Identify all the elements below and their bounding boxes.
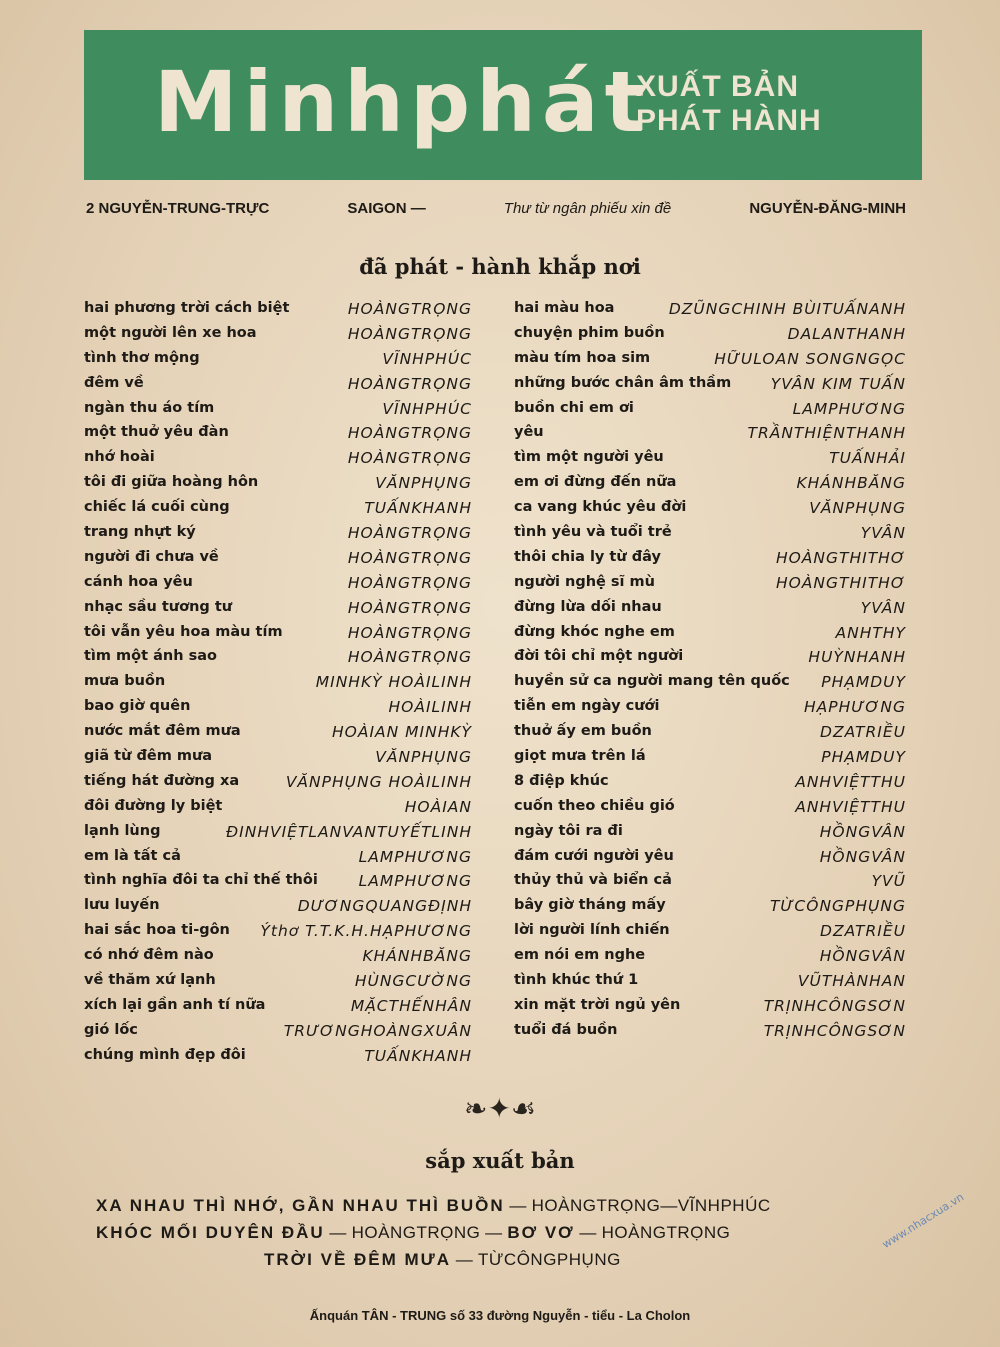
song-entry [84,400,472,425]
song-author: HOÀNGTRỌNG [347,300,472,318]
song-entry [514,300,906,325]
song-entry [84,748,472,773]
brand-logo: Minhphát [154,53,651,151]
publisher-banner [84,30,922,180]
song-entry [514,574,906,599]
song-author: MẶCTHẾNHÂN [350,996,472,1015]
song-author: TRẦNTHIỆNTHANH [747,424,906,443]
address-owner: NGUYỄN-ĐĂNG-MINH [749,200,906,217]
song-title: chúng mình đẹp đôi [84,1046,246,1063]
published-heading: đã phát - hành khắp nơi [359,254,641,279]
song-entry [84,499,472,524]
song-entry [84,848,472,873]
upcoming-separator: — [329,1223,347,1242]
song-entry [84,449,472,474]
upcoming-list [96,1192,876,1273]
publisher-tagline [636,70,822,138]
song-author: YVÂN [860,598,906,617]
song-entry [84,300,472,325]
song-entry [84,997,472,1022]
song-entry [514,325,906,350]
song-title: nước mắt đêm mưa [84,723,241,740]
song-author: TUẤNKHANH [364,1046,472,1065]
song-entry [84,350,472,375]
song-title: gió lốc [84,1021,138,1038]
song-title: xích lại gần anh tí nữa [84,996,266,1013]
song-author: HOÀNGTRỌNG [347,648,472,667]
song-entry [84,723,472,748]
song-author: YVŨ [871,872,906,891]
song-entry [514,773,906,798]
song-author: HOÀNGTRỌNG [347,548,472,567]
song-title: hai phương trời cách biệt [84,300,290,316]
song-title: tiếng hát đường xa [84,772,240,789]
song-entry [84,698,472,723]
song-author: DZATRIỀU [820,723,906,742]
song-title: đời tôi chỉ một người [514,648,684,665]
song-title: đám cưới người yêu [514,847,674,864]
song-title: người đi chưa về [84,548,219,565]
upcoming-line-1 [96,1192,876,1219]
song-author: ANHTHY [835,623,906,642]
song-title: cánh hoa yêu [84,573,193,590]
song-author: ANHVIỆTTHU [795,772,906,791]
song-title: người nghệ sĩ mù [514,573,655,590]
song-author: TRỊNHCÔNGSƠN [763,996,906,1015]
song-entry [514,524,906,549]
upcoming-separator: — [579,1223,597,1242]
song-title: đôi đường ly biệt [84,797,223,814]
song-title: ngày tôi ra đi [514,822,623,839]
song-entry [514,375,906,400]
song-author: TUẤNKHANH [364,499,472,518]
song-author: MINHKỲ HOÀILINH [315,673,472,692]
song-author: HOÀILINH [388,698,472,717]
printer-credit: Ấnquán TÂN - TRUNG số 33 đường Nguyễn - tiểu - La Cholon [309,1308,691,1323]
song-author: Ýthơ T.T.K.H.HẠPHƯƠNG [260,922,472,941]
song-author: HOÀNGTRỌNG [347,374,472,393]
song-entry [514,599,906,624]
song-author: YVÂN KIM TUẤN [770,374,906,393]
song-entry [514,972,906,997]
address-street: 2 NGUYỄN-TRUNG-TRỰC [86,200,270,217]
song-title: em nói em nghe [514,947,646,964]
song-title: hai màu hoa [514,300,615,316]
song-entry [84,947,472,972]
song-title: thôi chia ly từ đây [514,548,661,565]
song-entry [514,848,906,873]
song-title: tôi đi giữa hoàng hôn [84,474,259,491]
song-author: HỒNGVÂN [819,822,906,841]
song-title: có nhớ đêm nào [84,947,214,964]
song-entry [84,524,472,549]
song-title: về thăm xứ lạnh [84,972,216,989]
song-title: tiễn em ngày cưới [514,698,660,715]
song-author: TUẤNHẢI [829,449,906,468]
song-author: DZŨNGCHINH BÙITUẤNANH [668,300,906,318]
song-title: buồn chi em ơi [514,399,634,416]
song-entry [84,798,472,823]
song-author: HỮULOAN SONGNGỌC [714,349,906,368]
song-author: TỪCÔNGPHỤNG [769,897,906,916]
song-entry [514,350,906,375]
song-entry [84,823,472,848]
song-entry [514,698,906,723]
song-author: ĐINHVIỆTLANVANTUYẾTLINH [226,822,472,841]
song-title: ngàn thu áo tím [84,399,215,416]
song-title: lưu luyến [84,897,160,914]
song-title: thuở ấy em buồn [514,723,652,740]
address-line [86,200,906,217]
song-author: HOÀNGTRỌNG [347,324,472,343]
upcoming-line-2 [96,1219,876,1246]
song-author: HOÀIAN MINHKỲ [332,723,472,742]
song-author: VĨNHPHÚC [382,349,472,368]
song-title: tuổi đá buồn [514,1021,618,1038]
song-entry [84,1022,472,1047]
song-author: HOÀNGTRỌNG [347,598,472,617]
song-entry [514,499,906,524]
address-city: SAIGON — [347,200,426,217]
song-title: những bước chân âm thầm [514,374,732,391]
song-title: chiếc lá cuối cùng [84,499,230,516]
song-author: HUỲNHANH [808,648,906,667]
song-entry [514,723,906,748]
song-author: PHẠMDUY [821,748,906,767]
song-author: VĂNPHỤNG [375,748,472,767]
song-entry [514,474,906,499]
song-author: HOÀNGTRỌNG [347,524,472,543]
song-title: đêm về [84,374,144,391]
song-title: đừng khóc nghe em [514,623,675,640]
song-entry [84,549,472,574]
song-entry [514,922,906,947]
song-entry [514,872,906,897]
song-author: VĂNPHỤNG HOÀILINH [285,772,472,791]
song-author: TRƯƠNGHOÀNGXUÂN [283,1021,472,1040]
song-author: HỒNGVÂN [819,847,906,866]
song-title: tìm một người yêu [514,449,664,466]
upcoming-separator: — [485,1223,503,1242]
song-entry [514,424,906,449]
song-title: ca vang khúc yêu đời [514,499,687,516]
song-entry [514,449,906,474]
song-title: 8 điệp khúc [514,772,609,789]
song-entry [84,872,472,897]
song-author: TRỊNHCÔNGSƠN [763,1021,906,1040]
song-title: nhớ hoài [84,449,155,466]
song-entry [84,972,472,997]
song-entry [514,1022,906,1047]
song-title: bây giờ tháng mấy [514,897,666,914]
upcoming-separator: — [509,1196,527,1215]
song-author: LAMPHƯƠNG [358,847,472,866]
song-entry [84,375,472,400]
song-entry [84,673,472,698]
song-list-left [84,300,472,1072]
song-title: mưa buồn [84,673,166,690]
song-entry [514,624,906,649]
song-title: yêu [514,424,544,441]
song-title: lời người lính chiến [514,922,670,939]
watermark: www.nhacxua.vn [880,1190,967,1252]
song-entry [84,474,472,499]
song-entry [514,947,906,972]
song-author: DALANTHANH [787,324,906,343]
song-entry [84,897,472,922]
upcoming-author: HOÀNGTRỌNG—VĨNHPHÚC [531,1196,771,1215]
song-entry [514,748,906,773]
upcoming-title: TRỜI VỀ ĐÊM MƯA [264,1250,452,1269]
upcoming-title: BƠ VƠ [507,1223,575,1242]
song-title: đừng lừa dối nhau [514,598,662,615]
song-title: một thuở yêu đàn [84,424,229,441]
song-title: nhạc sầu tương tư [84,598,233,615]
song-title: tình yêu và tuổi trẻ [514,524,672,541]
song-author: HÙNGCƯỜNG [354,972,472,991]
song-author: KHÁNHBĂNG [796,474,906,493]
song-title: em là tất cả [84,847,181,864]
song-author: LAMPHƯƠNG [792,399,906,418]
tagline-line-2: PHÁT HÀNH [636,104,822,137]
song-author: HOÀNGTRỌNG [347,573,472,592]
song-author: HOÀNGTHITHƠ [775,573,906,592]
song-title: hai sắc hoa ti-gôn [84,922,230,939]
song-title: tình nghĩa đôi ta chỉ thế thôi [84,872,318,889]
song-author: DƯƠNGQUANGĐỊNH [297,897,472,916]
upcoming-line-3 [96,1246,876,1273]
song-author: ANHVIỆTTHU [795,797,906,816]
song-author: KHÁNHBĂNG [362,947,472,966]
song-title: tìm một ánh sao [84,648,217,665]
song-entry [514,823,906,848]
song-entry [84,325,472,350]
song-title: giã từ đêm mưa [84,748,213,765]
song-author: HOÀNGTRỌNG [347,449,472,468]
song-title: màu tím hoa sim [514,349,651,366]
song-title: thủy thủ và biển cả [514,872,672,889]
song-author: HẠPHƯƠNG [803,698,906,717]
tagline-line-1: XUẤT BẢN [636,70,799,103]
upcoming-author: TỪCÔNGPHỤNG [478,1250,621,1269]
upcoming-title: KHÓC MỐI DUYÊN ĐẦU [96,1223,325,1242]
song-title: một người lên xe hoa [84,324,257,341]
song-entry [84,648,472,673]
song-title: xin mặt trời ngủ yên [514,996,681,1013]
address-note: Thư từ ngân phiếu xin đề [503,200,672,217]
song-entry [84,599,472,624]
upcoming-separator: — [455,1250,474,1269]
song-entry [514,648,906,673]
song-author: VĨNHPHÚC [382,399,472,418]
song-entry [514,897,906,922]
upcoming-author: HOÀNGTRỌNG [351,1223,481,1242]
song-entry [514,549,906,574]
song-author: VŨTHÀNHAN [797,972,906,991]
song-entry [84,424,472,449]
upcoming-heading: sắp xuất bản [425,1148,575,1173]
song-title: tình khúc thứ 1 [514,972,639,989]
song-author: PHẠMDUY [821,673,906,692]
song-title: huyền sử ca người mang tên quốc [514,673,790,690]
song-title: cuốn theo chiều gió [514,797,675,814]
song-entry [514,798,906,823]
song-entry [84,624,472,649]
song-author: HOÀNGTRỌNG [347,424,472,443]
song-title: em ơi đừng đến nữa [514,474,677,491]
song-entry [84,773,472,798]
upcoming-author: HOÀNGTRỌNG [601,1223,731,1242]
song-author: HỒNGVÂN [819,947,906,966]
song-author: VĂNPHỤNG [375,474,472,493]
song-list-right [514,300,906,1047]
upcoming-title: XA NHAU THÌ NHỚ, GẦN NHAU THÌ BUỒN [96,1196,505,1215]
ornament-divider: ❧✦☙ [463,1092,537,1125]
song-title: lạnh lùng [84,822,161,839]
song-title: bao giờ quên [84,698,191,715]
song-author: YVÂN [860,524,906,543]
song-author: HOÀNGTHITHƠ [775,548,906,567]
song-title: tôi vẫn yêu hoa màu tím [84,623,283,640]
song-title: trang nhựt ký [84,524,196,541]
song-entry [514,400,906,425]
song-author: DZATRIỀU [820,922,906,941]
song-author: VĂNPHỤNG [809,499,906,518]
song-author: LAMPHƯƠNG [358,872,472,891]
song-author: HOÀIAN [404,797,472,816]
song-title: tình thơ mộng [84,349,200,366]
song-entry [84,1047,472,1072]
song-entry [84,574,472,599]
song-title: chuyện phim buồn [514,324,665,341]
song-entry [84,922,472,947]
song-entry [514,997,906,1022]
song-author: HOÀNGTRỌNG [347,623,472,642]
song-title: giọt mưa trên lá [514,748,646,765]
song-entry [514,673,906,698]
